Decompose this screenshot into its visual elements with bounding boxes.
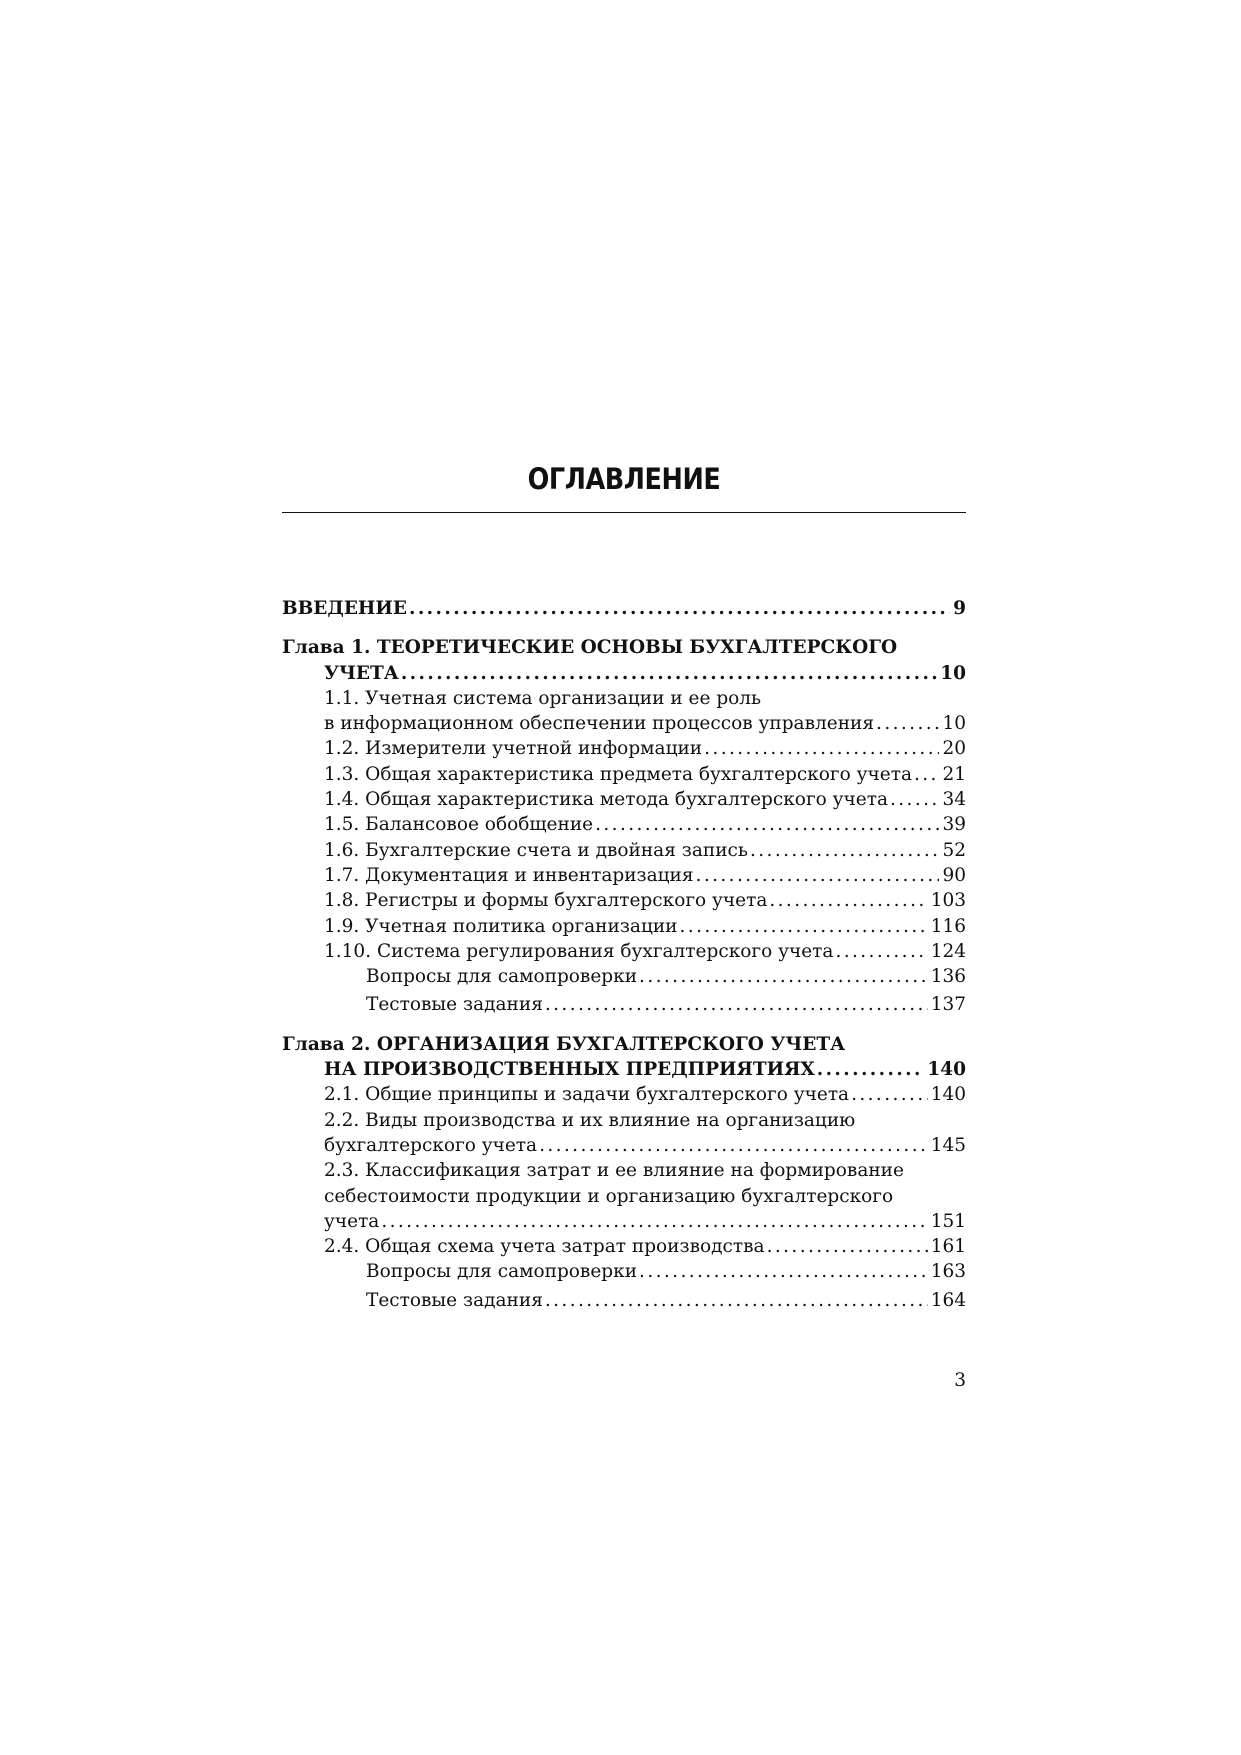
toc-entry-page: 34 xyxy=(942,789,966,811)
toc-entry-1-2[interactable] xyxy=(282,736,966,761)
toc-entry-1-10[interactable] xyxy=(282,939,966,964)
toc-entry-label: 1.4. Общая характеристика метода бухгалтерского учета xyxy=(324,789,888,811)
dot-leader xyxy=(817,1057,925,1082)
toc-entry-label: 1.5. Балансовое обобщение xyxy=(324,814,594,836)
toc-entry-page: 21 xyxy=(942,763,966,785)
toc-entry-page: 103 xyxy=(930,890,966,912)
toc-entry-label: учета xyxy=(324,1210,380,1232)
toc-entry-page: 145 xyxy=(930,1134,966,1156)
dot-leader xyxy=(639,1259,928,1284)
toc-entry-page: 163 xyxy=(930,1261,966,1283)
toc-entry-label: Вопросы для самопроверки xyxy=(366,1261,638,1283)
dot-leader xyxy=(680,914,928,939)
toc-entry-1-6[interactable] xyxy=(282,838,966,863)
toc-entry-label: 1.8. Регистры и формы бухгалтерского учета xyxy=(324,890,768,912)
dot-leader xyxy=(595,812,939,837)
toc-entry-label: УЧЕТА xyxy=(324,662,399,684)
dot-leader xyxy=(835,939,927,964)
toc-entry-page: 90 xyxy=(942,864,966,886)
toc-entry-page: 39 xyxy=(942,814,966,836)
toc-entry-2-3-line2[interactable]: себестоимости продукции и организацию бухгалтерского xyxy=(324,1185,894,1207)
dot-leader xyxy=(545,1288,928,1313)
dot-leader xyxy=(769,888,927,913)
toc-entry-label: 1.7. Документация и инвентаризация xyxy=(324,864,694,886)
toc-entry-page: 151 xyxy=(930,1210,966,1232)
toc-entry-1-7[interactable] xyxy=(282,863,966,888)
dot-leader xyxy=(851,1082,928,1107)
toc-entry-page: 10 xyxy=(940,662,966,684)
toc-entry-label: НА ПРОИЗВОДСТВЕННЫХ ПРЕДПРИЯТИЯХ xyxy=(324,1059,815,1081)
toc-entry-introduction[interactable] xyxy=(282,596,966,621)
toc-entry-chapter-2-questions[interactable] xyxy=(282,1259,966,1284)
toc-entry-page: 124 xyxy=(930,940,966,962)
toc-entry-chapter-1-questions[interactable] xyxy=(282,964,966,989)
toc-entry-label: Вопросы для самопроверки xyxy=(366,966,638,988)
toc-entry-label: 1.10. Система регулирования бухгалтерского учета xyxy=(324,940,834,962)
toc-entry-label: ВВЕДЕНИЕ xyxy=(282,598,407,619)
dot-leader xyxy=(539,1133,928,1158)
chapter-1-heading-continuation[interactable] xyxy=(282,661,966,686)
toc-entry-label: 2.4. Общая схема учета затрат производства xyxy=(324,1236,765,1258)
toc-entry-1-1-line1[interactable]: 1.1. Учетная система организации и ее роль xyxy=(324,687,762,709)
toc-entry-label: 2.1. Общие принципы и задачи бухгалтерского учета xyxy=(324,1084,850,1106)
toc-entry-1-9[interactable] xyxy=(282,914,966,939)
table-of-contents xyxy=(282,596,966,1313)
toc-entry-label: Тестовые задания xyxy=(366,1289,543,1311)
dot-leader xyxy=(876,711,939,736)
toc-entry-1-8[interactable] xyxy=(282,888,966,913)
toc-entry-page: 10 xyxy=(942,713,966,735)
page-number: 3 xyxy=(954,1370,966,1391)
dot-leader xyxy=(890,787,939,812)
toc-entry-chapter-2-tests[interactable] xyxy=(282,1288,966,1313)
dot-leader xyxy=(545,992,928,1017)
dot-leader xyxy=(639,964,928,989)
chapter-2-heading-continuation[interactable] xyxy=(282,1057,966,1082)
toc-entry-page: 164 xyxy=(930,1289,966,1311)
toc-entry-1-1[interactable] xyxy=(282,711,966,736)
toc-entry-page: 140 xyxy=(927,1059,966,1081)
dot-leader xyxy=(914,762,939,787)
chapter-2-heading[interactable]: Глава 2. ОРГАНИЗАЦИЯ БУХГАЛТЕРСКОГО УЧЕТА xyxy=(282,1033,846,1055)
toc-entry-page: 52 xyxy=(942,839,966,861)
toc-entry-2-4[interactable] xyxy=(282,1234,966,1259)
toc-entry-2-2[interactable] xyxy=(282,1133,966,1158)
toc-entry-label: 1.6. Бухгалтерские счета и двойная запись xyxy=(324,839,748,861)
dot-leader xyxy=(750,838,939,863)
toc-entry-page: 161 xyxy=(930,1236,966,1258)
dot-leader xyxy=(767,1234,928,1259)
dot-leader xyxy=(409,596,950,621)
toc-entry-label: 1.3. Общая характеристика предмета бухгалтерского учета xyxy=(324,763,912,785)
toc-entry-chapter-1-tests[interactable] xyxy=(282,992,966,1017)
toc-entry-2-3-line1[interactable]: 2.3. Классификация затрат и ее влияние на формирование xyxy=(324,1160,904,1182)
dot-leader xyxy=(381,1209,927,1234)
toc-entry-label: бухгалтерского учета xyxy=(324,1134,538,1156)
toc-entry-1-5[interactable] xyxy=(282,812,966,837)
toc-entry-page: 136 xyxy=(930,966,966,988)
toc-entry-2-3[interactable] xyxy=(282,1209,966,1234)
page-title: ОГЛАВЛЕНИЕ xyxy=(527,462,721,496)
toc-entry-1-3[interactable] xyxy=(282,762,966,787)
toc-entry-page: 137 xyxy=(930,994,966,1016)
toc-entry-page: 116 xyxy=(930,915,966,937)
toc-entry-2-2-line1[interactable]: 2.2. Виды производства и их влияние на организацию xyxy=(324,1109,856,1131)
toc-entry-label: 1.2. Измерители учетной информации xyxy=(324,738,703,760)
toc-entry-1-4[interactable] xyxy=(282,787,966,812)
toc-entry-label: 1.9. Учетная политика организации xyxy=(324,915,678,937)
toc-entry-page: 140 xyxy=(930,1084,966,1106)
toc-entry-2-1[interactable] xyxy=(282,1082,966,1107)
toc-entry-page: 20 xyxy=(942,738,966,760)
chapter-1-heading[interactable]: Глава 1. ТЕОРЕТИЧЕСКИЕ ОСНОВЫ БУХГАЛТЕРСКОГО xyxy=(282,637,898,659)
toc-entry-label: в информационном обеспечении процессов управления xyxy=(324,713,875,735)
title-divider xyxy=(282,512,966,513)
dot-leader xyxy=(704,736,939,761)
dot-leader xyxy=(696,863,940,888)
toc-entry-page: 9 xyxy=(953,598,966,619)
dot-leader xyxy=(401,661,937,686)
toc-entry-label: Тестовые задания xyxy=(366,994,543,1016)
